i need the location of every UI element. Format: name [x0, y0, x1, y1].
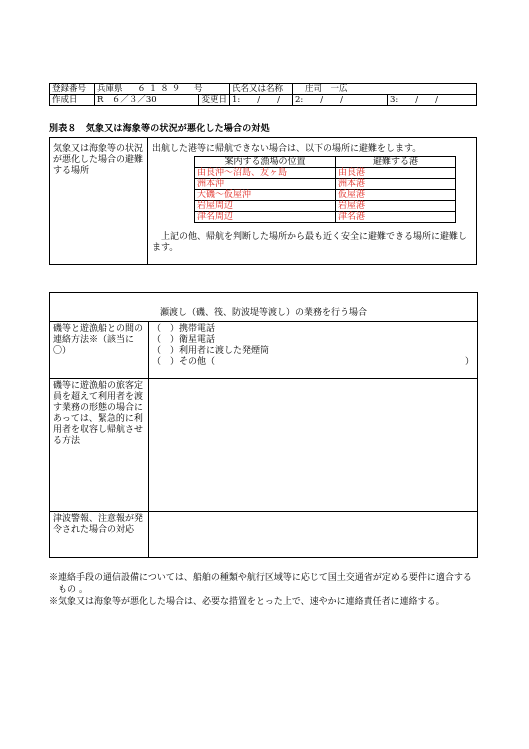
port-cell: 岩屋港: [336, 201, 456, 212]
changed-label: 変更日: [198, 95, 229, 105]
reg-number-suffix: 号: [193, 84, 203, 94]
table-row: [195, 212, 456, 223]
ferry-header: 瀬渡し（磯、筏、防波堤等渡し）の業務を行う場合: [50, 293, 478, 322]
created-date: R ６／３／30: [97, 95, 157, 105]
table-row: [195, 168, 456, 179]
created-date-cell: [95, 95, 230, 106]
footnote-1: ※連絡手段の通信設備については、船舶の種類や航行区域等に応じて国土交通省が定める要件に適合するもの 。: [49, 573, 472, 595]
table-row: [195, 190, 456, 201]
option-other[interactable]: （ ）その他（ ）: [152, 357, 474, 367]
reg-number-cell: [95, 84, 230, 95]
change-3: 3: / /: [388, 95, 477, 106]
change-1: 1: / /: [230, 95, 293, 106]
owner-name: 庄司 一広: [305, 84, 348, 94]
area-cell: 大磯～仮屋沖: [195, 190, 336, 201]
area-cell: 津名周辺: [195, 212, 336, 223]
reg-number: ６１８９: [137, 84, 184, 94]
col-header-area: 案内する漁場の位置: [195, 157, 336, 168]
area-cell: 洲本沖: [195, 179, 336, 190]
col-header-port: 避難する港: [336, 157, 456, 168]
contact-options: [149, 322, 478, 379]
evacuation-port-table: [194, 156, 456, 223]
created-label: 作成日: [50, 95, 95, 106]
reg-no-label: 登録番号: [50, 84, 95, 95]
table-row: [195, 179, 456, 190]
table-row: [195, 201, 456, 212]
option-satellite-phone[interactable]: （ ）衛星電話: [152, 335, 216, 345]
option-mobile-phone[interactable]: （ ）携帯電話: [152, 324, 216, 334]
registration-table: [49, 83, 477, 106]
name-label: 氏名又は名称: [230, 84, 293, 95]
evacuation-intro: 出航した港等に帰航できない場合は、以下の場所に避難をします。: [152, 144, 422, 154]
evacuation-label: 気象又は海象等の状況が悪化した場合の避難する場所: [50, 138, 148, 264]
footnote-2: ※気象又は海象等が悪化した場合は、必要な措置をとった上で、速やかに連絡責任者に連絡する。: [49, 597, 445, 607]
port-cell: 洲本港: [336, 179, 456, 190]
evacuation-box: [49, 137, 477, 265]
evacuation-closing: 上記の他、帰航を判断した場所から最も近く安全に避難できる場所に避難します。: [152, 232, 468, 253]
tsunami-label: 津波警報、注意報が発令された場合の対応: [50, 512, 149, 558]
port-cell: 由良港: [336, 168, 456, 179]
prefecture: 兵庫県: [97, 84, 123, 94]
ferry-operations-table: [49, 292, 478, 558]
capacity-method-label: 磯等に遊漁船の旅客定員を超えて利用者を渡す業務の形態の場合にあっては、緊急的に利用者を収容し帰航させる方法: [50, 379, 149, 512]
port-cell: 仮屋港: [336, 190, 456, 201]
footnotes: [49, 572, 479, 608]
area-cell: 岩屋周辺: [195, 201, 336, 212]
option-smoke-signal[interactable]: （ ）利用者に渡した発煙筒: [152, 346, 270, 356]
owner-name-cell: [293, 84, 477, 95]
area-cell: 由良沖～沼島、友ヶ島: [195, 168, 336, 179]
contact-method-label: 磯等と遊漁船との間の連絡方法※（該当に〇）: [50, 322, 149, 379]
port-cell: 津名港: [336, 212, 456, 223]
capacity-method-field[interactable]: [149, 379, 478, 512]
change-2: 2: / /: [293, 95, 388, 106]
tsunami-response-field[interactable]: [149, 512, 478, 558]
section-title: 別表８ 気象又は海象等の状況が悪化した場合の対処: [49, 124, 270, 134]
